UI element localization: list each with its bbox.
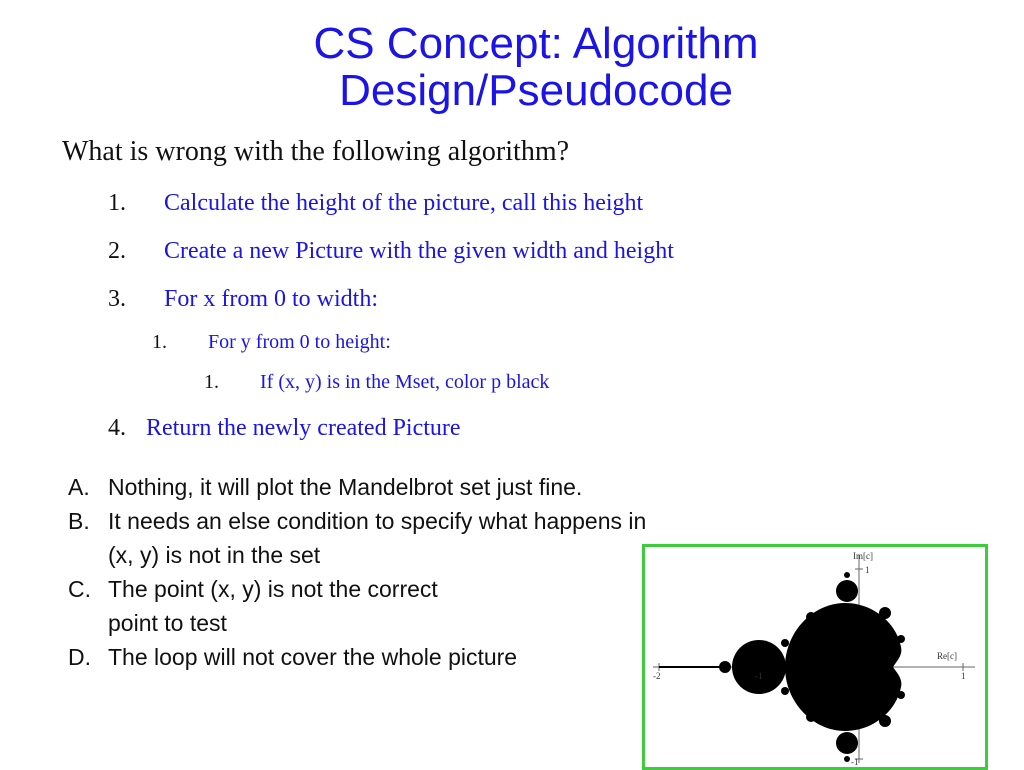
question-text: What is wrong with the following algorithm? xyxy=(62,136,570,167)
step-number: 3. xyxy=(108,286,126,312)
step-text: Calculate the height of the picture, call this height xyxy=(164,190,644,216)
x-left-tick-label: -2 xyxy=(653,671,661,681)
y-bottom-tick-label: -1 xyxy=(851,757,859,767)
option-letter: A. xyxy=(68,474,90,500)
option-letter: D. xyxy=(68,644,91,670)
re-axis-label: Re[c] xyxy=(937,651,957,661)
option-a xyxy=(68,470,646,504)
option-text-line-1: It needs an else condition to specify what happens in xyxy=(108,508,647,534)
x-mid-tick-label: -1 xyxy=(755,671,763,681)
option-c xyxy=(68,572,646,640)
y-top-tick-label: 1 xyxy=(865,565,870,575)
option-text: The loop will not cover the whole picture xyxy=(108,644,518,670)
option-b xyxy=(68,504,646,572)
step-text: For y from 0 to height: xyxy=(208,331,391,353)
step-text: For x from 0 to width: xyxy=(164,286,378,312)
step-text: Create a new Picture with the given width and height xyxy=(164,238,674,264)
step-number: 1. xyxy=(108,190,126,216)
step-text: If (x, y) is in the Mset, color p black xyxy=(260,371,550,393)
option-letter: B. xyxy=(68,508,90,534)
title-line-2: Design/Pseudocode xyxy=(339,66,733,115)
mandelbrot-shape xyxy=(659,572,905,762)
answer-options xyxy=(68,470,646,674)
mandelbrot-figure xyxy=(642,544,988,770)
im-axis-label: Im[c] xyxy=(853,551,873,561)
option-text-line-2: (x, y) is not in the set xyxy=(108,542,321,568)
title-line-1: CS Concept: Algorithm xyxy=(313,19,759,68)
step-text: Return the newly created Picture xyxy=(146,415,461,441)
step-number: 1. xyxy=(152,331,167,353)
mandelbrot-plot xyxy=(645,547,985,767)
step-number: 1. xyxy=(204,371,219,393)
x-right-tick-label: 1 xyxy=(961,671,966,681)
step-number: 2. xyxy=(108,238,126,264)
option-text-line-2: point to test xyxy=(108,610,227,636)
option-letter: C. xyxy=(68,576,91,602)
option-d xyxy=(68,640,646,674)
slide-title xyxy=(0,20,1024,114)
option-text: Nothing, it will plot the Mandelbrot set just fine. xyxy=(108,474,583,500)
option-text-line-1: The point (x, y) is not the correct xyxy=(108,576,438,602)
step-number: 4. xyxy=(108,415,126,441)
